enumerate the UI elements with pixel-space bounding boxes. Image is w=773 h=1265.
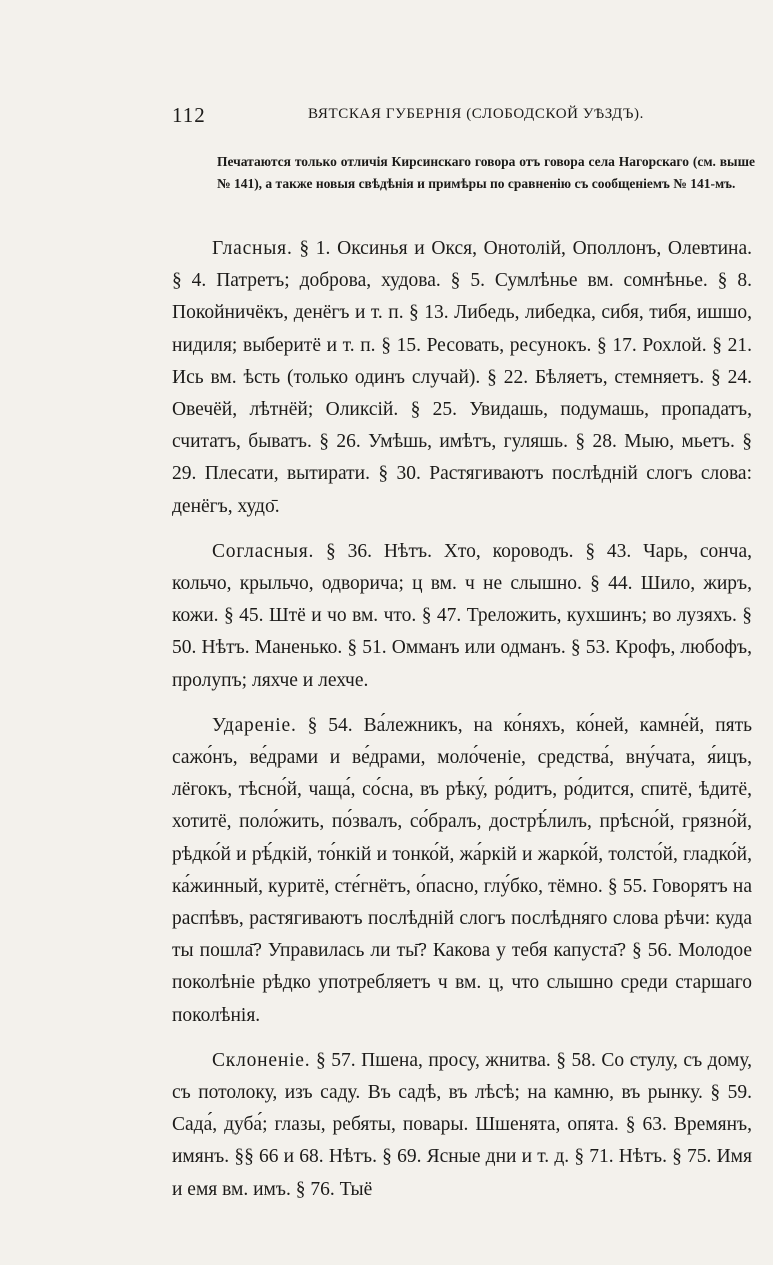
- running-title: ВЯТСКАЯ ГУБЕРНІЯ (СЛОБОДСКОЙ УѢЗДЪ).: [308, 106, 644, 122]
- paragraph-consonants: [172, 536, 752, 697]
- paragraph-stress: [172, 710, 752, 1032]
- page-header: [172, 103, 752, 133]
- section-heading: Удареніе.: [212, 714, 297, 736]
- page-body: [172, 233, 752, 1219]
- paragraph-text: § 54. Ва́лежникъ, на ко́няхъ, ко́ней, камне́й, пять сажо́нъ, ве́драми и ве́драми, моло́ченіе, средства́, вну́чата, я́ицъ, лёгокъ, тѣсно́й, чаща́, со́сна, въ рѣку́, ро́дитъ, ро́дится, спитё, ѣдитё, хотитё, поло́жить, по́звалъ, со́бралъ, дострѣ́лилъ, прѣсно́й, грязно́й, рѣдко́й и рѣ́дкій, то́нкій и тонко́й, жа́ркій и жарко́й, толсто́й, гладко́й, ка́жинный, куритё, сте́гнётъ, о́пасно, глу́бко, тёмно. § 55. Говорятъ на распѣвъ, растягиваютъ послѣдній слогъ послѣдняго слова рѣчи: куда ты пошла̄? Управилась ли ты̄? Какова у тебя капуста̄? § 56. Молодое поколѣніе рѣдко употребляетъ ч вм. ц, что слышно среди старшаго поколѣнія.: [172, 714, 753, 1026]
- editorial-note: Печатаются только отличія Кирсинскаго говора отъ говора села Нагорскаго (см. выше № 141), а также новыя свѣдѣнія и примѣры по сравненію съ сообщеніемъ № 141-мъ.: [217, 154, 755, 191]
- section-heading: Склоненіе.: [212, 1049, 311, 1071]
- page-number: 112: [172, 103, 206, 127]
- section-heading: Гласныя.: [212, 238, 293, 259]
- paragraph-vowels: [172, 233, 752, 523]
- paragraph-declension: [172, 1045, 752, 1206]
- section-heading: Согласныя.: [212, 540, 315, 562]
- paragraph-text: § 36. Нѣтъ. Хто, короводъ. § 43. Чарь, сонча, кольчо, крыльчо, одворича; ц вм. ч не слышно. § 44. Шило, жиръ, кожи. § 45. Штё и чо вм. что. § 47. Треложить, кухшинъ; во лузяхъ. § 50. Нѣтъ. Маненько. § 51. Омманъ или одманъ. § 53. Крофъ, любофъ, пролупъ; ляхче и лехче.: [172, 540, 752, 691]
- paragraph-text: § 1. Оксинья и Окся, Онотолій, Ополлонъ, Олевтина. § 4. Патретъ; доброва, худова. § 5. Сумлѣнье вм. сомнѣнье. § 8. Покойничёкъ, денёгъ и т. п. § 13. Либедь, либедка, сибя, тибя, ишшо, нидиля; выберитё и т. п. § 15. Ресовать, ресунокъ. § 17. Рохлой. § 21. Ись вм. ѣсть (только одинъ случай). § 22. Бѣляетъ, стемняетъ. § 24. Овечёй, лѣтнёй; Оликсій. § 25. Увидашь, подумашь, пропадатъ, считатъ, быватъ. § 26. Умѣшь, имѣтъ, гуляшь. § 28. Мыю, мьетъ. § 29. Плесати, вытирати. § 30. Растягиваютъ послѣдній слогъ слова: денёгъ, худо̄.: [172, 238, 753, 517]
- paragraph-text: § 57. Пшена, просу, жнитва. § 58. Со стулу, съ дому, съ потолоку, изъ саду. Въ садѣ, въ лѣсѣ; на камню, въ рынку. § 59. Сада́, дуба́; глазы, ребяты, повары. Шшенята, опята. § 63. Времянъ, имянъ. §§ 66 и 68. Нѣтъ. § 69. Ясные дни и т. д. § 71. Нѣтъ. § 75. Имя и емя вм. имъ. § 76. Тыё: [172, 1049, 752, 1200]
